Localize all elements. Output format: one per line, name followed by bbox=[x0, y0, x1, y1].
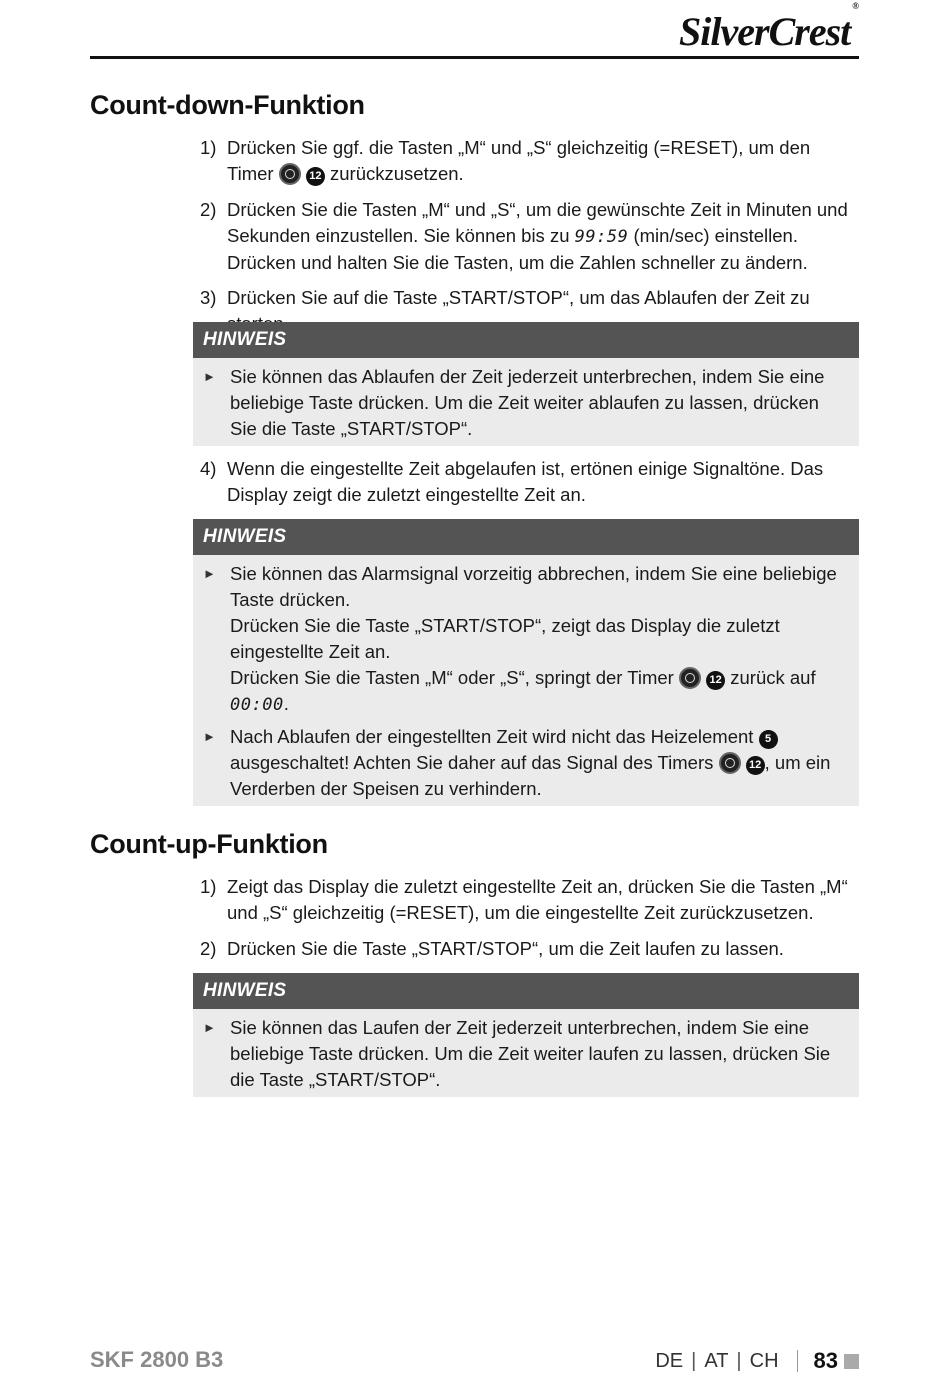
triangle-bullet-icon: ► bbox=[203, 566, 216, 581]
square-marker-icon bbox=[844, 1354, 859, 1369]
country-code: CH bbox=[749, 1349, 779, 1372]
note-box-1 bbox=[193, 322, 859, 446]
lcd-value: 00:00 bbox=[230, 695, 284, 715]
note-item: ► Sie können das Ablaufen der Zeit jederzeit unterbrechen, indem Sie eine beliebige Taste drücken. Um die Zeit weiter ablaufen zu lassen, drücken Sie die Taste „START/STOP“. bbox=[203, 366, 825, 439]
triangle-bullet-icon: ► bbox=[203, 369, 216, 384]
lcd-value: 99:59 bbox=[574, 227, 629, 247]
reference-number-badge: 12 bbox=[746, 756, 765, 775]
countdown-step-2: 2) Drücken Sie die Tasten „M“ und „S“, um die gewünschte Zeit in Minuten und Sekunden einzustellen. Sie können bis zu 99:59 (min/sec) einstellen. Drücken und halten Sie die Tasten, um die Zahlen schneller zu ändern. bbox=[200, 199, 848, 273]
triangle-bullet-icon: ► bbox=[203, 729, 216, 744]
note-box-2 bbox=[193, 519, 859, 806]
note-heading: HINWEIS bbox=[193, 322, 859, 358]
footer-page-info: DE | AT | CH 83 bbox=[655, 1348, 859, 1374]
note-box-3 bbox=[193, 973, 859, 1097]
reference-number-badge: 12 bbox=[306, 167, 325, 186]
section-title-countup: Count-up-Funktion bbox=[90, 829, 328, 859]
countup-step-1: 1) Zeigt das Display die zuletzt eingestellte Zeit an, drücken Sie die Tasten „M“ und „S“ gleichzeitig (=RESET), um die eingestellte Zeit zurückzusetzen. bbox=[200, 876, 848, 923]
note-item: ► Nach Ablaufen der eingestellten Zeit wird nicht das Heizelement 5 ausgeschaltet! Achten Sie daher auf das Signal des Timers 12 , um ein Verderben der Speisen zu verhindern. bbox=[203, 726, 831, 799]
reference-number-badge: 5 bbox=[759, 730, 778, 749]
header-rule bbox=[90, 56, 859, 59]
note-item: ► Sie können das Alarmsignal vorzeitig abbrechen, indem Sie eine beliebige Taste drücken. Drücken Sie die Taste „START/STOP“, zeigt das Display die zuletzt eingestellte Zeit an. Drücken Sie die Tasten „M“ oder „S“, springt der Timer 12 zurück auf 00:00. bbox=[203, 563, 837, 715]
countdown-step-3: 3) Drücken Sie auf die Taste „START/STOP“, um das Ablaufen der Zeit zu bbox=[200, 287, 810, 308]
countdown-step-4: 4) Wenn die eingestellte Zeit abgelaufen ist, ertönen einige Signaltöne. Das Display zeigt die zuletzt eingestellte Zeit an. bbox=[200, 458, 824, 505]
triangle-bullet-icon: ► bbox=[203, 1020, 216, 1035]
countdown-step-1: 1) Drücken Sie ggf. die Tasten „M“ und „S“ gleichzeitig (=RESET), um den Timer 12 zurückzusetzen. bbox=[200, 137, 811, 184]
note-heading: HINWEIS bbox=[193, 973, 859, 1009]
countup-step-2: 2) Drücken Sie die Taste „START/STOP“, um die Zeit laufen zu lassen. bbox=[200, 938, 784, 959]
country-code: DE bbox=[655, 1349, 684, 1372]
timer-knob-icon bbox=[719, 752, 741, 774]
country-code: AT bbox=[704, 1349, 729, 1372]
page-number: 83 bbox=[813, 1348, 838, 1373]
timer-knob-icon bbox=[679, 667, 701, 689]
timer-knob-icon bbox=[279, 163, 301, 185]
reference-number-badge: 12 bbox=[706, 671, 725, 690]
brand-logo: SilverCrest® bbox=[679, 0, 858, 54]
section-title-countdown: Count-down-Funktion bbox=[90, 90, 365, 120]
footer-model-number: SKF 2800 B3 bbox=[90, 1347, 224, 1372]
note-item: ► Sie können das Laufen der Zeit jederzeit unterbrechen, indem Sie eine beliebige Taste drücken. Um die Zeit weiter laufen zu lassen, drücken Sie die Taste „START/STOP“. bbox=[203, 1017, 831, 1090]
note-heading: HINWEIS bbox=[193, 519, 859, 555]
